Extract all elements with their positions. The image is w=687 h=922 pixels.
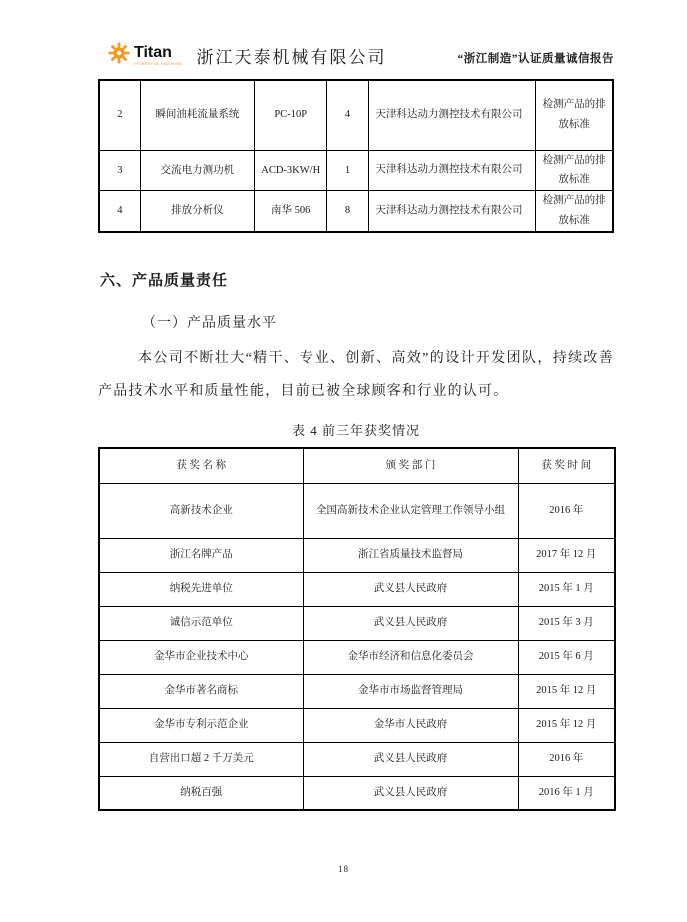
equipment-model-cell: ACD-3KW/H — [255, 150, 327, 191]
page-number: 18 — [338, 864, 349, 874]
awards-name-cell: 金华市专利示范企业 — [99, 708, 303, 742]
awards-name-cell: 纳税百强 — [99, 776, 303, 810]
awards-header-name: 获 奖 名 称 — [99, 448, 303, 483]
awards-department-cell: 金华市人民政府 — [303, 708, 518, 742]
awards-header-date: 获 奖 时 间 — [518, 448, 615, 483]
awards-date-cell: 2016 年 — [518, 483, 615, 538]
awards-row — [99, 572, 615, 606]
awards-name-cell: 自营出口超 2 千万美元 — [99, 742, 303, 776]
equipment-no-cell: 2 — [99, 80, 140, 150]
awards-row — [99, 606, 615, 640]
equipment-manufacturer-cell: 天津科达动力测控技术有限公司 — [368, 80, 536, 150]
equipment-name-cell: 交流电力测功机 — [140, 150, 254, 191]
awards-department-cell: 武义县人民政府 — [303, 572, 518, 606]
page-header — [98, 0, 614, 69]
section-heading: 六、产品质量责任 — [100, 273, 229, 290]
awards-name-cell: 诚信示范单位 — [99, 606, 303, 640]
equipment-qty-cell: 4 — [327, 80, 368, 150]
awards-department-cell: 武义县人民政府 — [303, 776, 518, 810]
equipment-model-cell: 南华 506 — [255, 191, 327, 232]
equipment-qty-cell: 8 — [327, 191, 368, 232]
awards-table — [98, 447, 616, 811]
awards-name-cell: 金华市著名商标 — [99, 674, 303, 708]
awards-name-cell: 纳税先进单位 — [99, 572, 303, 606]
section-paragraph: 本公司不断壮大“精干、专业、创新、高效”的设计开发团队，持续改善产品技术水平和质量性能，目前已被全球顾客和行业的认可。 — [98, 351, 614, 400]
gear-icon — [108, 42, 130, 69]
awards-date-cell: 2017 年 12 月 — [518, 538, 615, 572]
awards-row — [99, 483, 615, 538]
equipment-purpose-cell: 检测产品的排放标准 — [536, 150, 613, 191]
awards-header-row — [99, 448, 615, 483]
equipment-purpose-cell: 检测产品的排放标准 — [536, 191, 613, 232]
equipment-table-body — [99, 80, 613, 232]
awards-table-caption: 表 4 前三年获奖情况 — [291, 423, 420, 439]
equipment-name-cell: 瞬间油耗流量系统 — [140, 80, 254, 150]
equipment-row — [99, 80, 613, 150]
equipment-manufacturer-cell: 天津科达动力测控技术有限公司 — [368, 150, 536, 191]
awards-name-cell: 浙江名牌产品 — [99, 538, 303, 572]
awards-row — [99, 640, 615, 674]
awards-date-cell: 2015 年 1 月 — [518, 572, 615, 606]
equipment-row — [99, 191, 613, 232]
awards-department-cell: 金华市市场监督管理局 — [303, 674, 518, 708]
awards-date-cell: 2015 年 3 月 — [518, 606, 615, 640]
company-logo — [108, 42, 182, 69]
awards-row — [99, 776, 615, 810]
awards-name-cell: 高新技术企业 — [99, 483, 303, 538]
equipment-no-cell: 3 — [99, 150, 140, 191]
equipment-table — [98, 79, 614, 233]
equipment-manufacturer-cell: 天津科达动力测控技术有限公司 — [368, 191, 536, 232]
awards-department-cell: 武义县人民政府 — [303, 742, 518, 776]
awards-row — [99, 708, 615, 742]
report-title: “浙江制造”认证质量诚信报告 — [457, 53, 614, 65]
equipment-model-cell: PC-10P — [255, 80, 327, 150]
awards-department-cell: 武义县人民政府 — [303, 606, 518, 640]
equipment-name-cell: 排放分析仪 — [140, 191, 254, 232]
awards-date-cell: 2015 年 12 月 — [518, 708, 615, 742]
awards-row — [99, 538, 615, 572]
awards-date-cell: 2016 年 1 月 — [518, 776, 615, 810]
awards-row — [99, 742, 615, 776]
brand-tagline: POWERFUL MACHINE — [134, 61, 183, 66]
awards-date-cell: 2016 年 — [518, 742, 615, 776]
equipment-no-cell: 4 — [99, 191, 140, 232]
brand-name: Titan — [134, 44, 172, 61]
awards-row — [99, 674, 615, 708]
awards-date-cell: 2015 年 12 月 — [518, 674, 615, 708]
equipment-purpose-cell: 检测产品的排放标准 — [536, 80, 613, 150]
equipment-qty-cell: 1 — [327, 150, 368, 191]
logo-text — [134, 45, 182, 66]
awards-table-head — [99, 448, 615, 483]
awards-table-body — [99, 483, 615, 810]
section-subheading: （一）产品质量水平 — [142, 316, 277, 332]
awards-header-department: 颁 奖 部 门 — [303, 448, 518, 483]
awards-department-cell: 金华市经济和信息化委员会 — [303, 640, 518, 674]
awards-department-cell: 全国高新技术企业认定管理工作领导小组 — [303, 483, 518, 538]
equipment-row — [99, 150, 613, 191]
company-name: 浙江天泰机械有限公司 — [196, 48, 387, 67]
awards-date-cell: 2015 年 6 月 — [518, 640, 615, 674]
awards-name-cell: 金华市企业技术中心 — [99, 640, 303, 674]
awards-department-cell: 浙江省质量技术监督局 — [303, 538, 518, 572]
